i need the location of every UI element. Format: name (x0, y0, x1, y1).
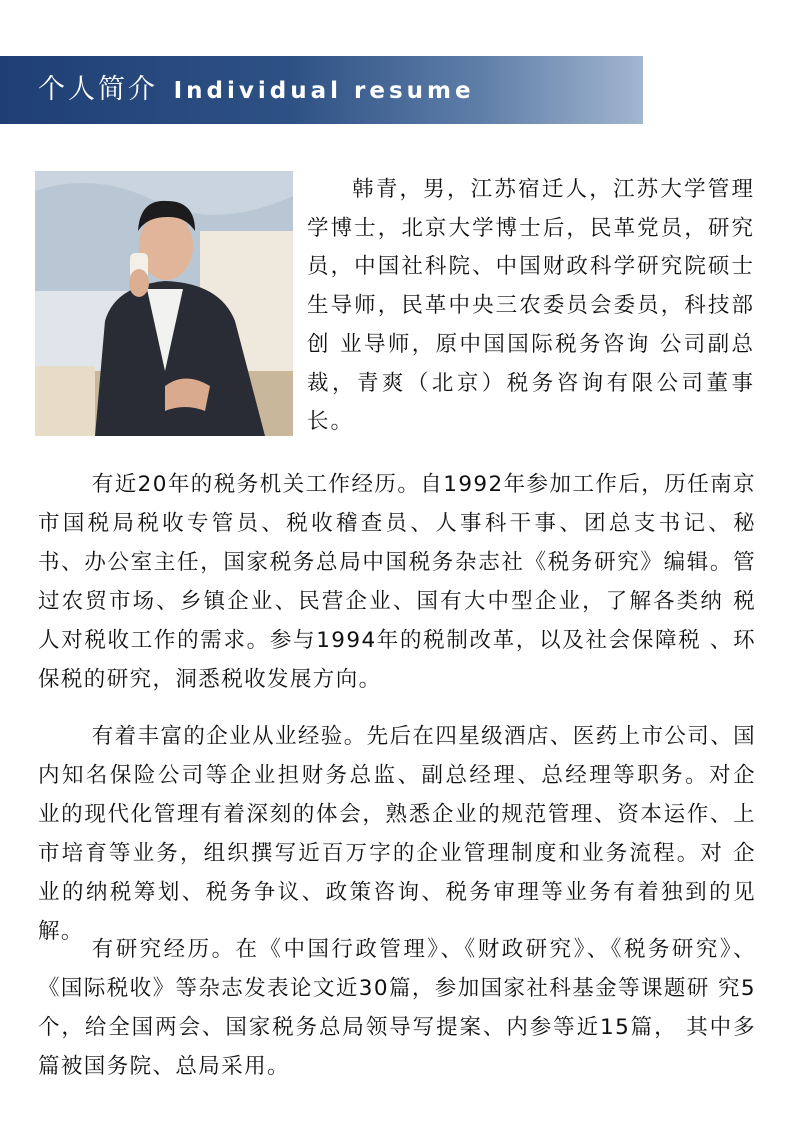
paragraph-research-experience: 有研究经历。在《中国行政管理》、《财政研究》、《税务研究》、《国际税收》等杂志发表论文近30篇，参加国家社科基金等课题研 究5个，给全国两会、国家税务总局领导写提案、内参等近15篇， 其中多篇被国务院、总局采用。 (38, 937, 756, 1079)
intro-text: 韩青，男，江苏宿迁人，江苏大学管理学博士，北京大学博士后，民革党员，研究员，中国社科院、中国财政科学研究院硕士生导师，民革中央三农委员会委员，科技部创 业导师，原中国国际税务咨询 公司副总裁，青爽（北京）税务咨询有限公司董事长。 (307, 177, 755, 435)
page-title (38, 56, 475, 124)
paragraph-enterprise-experience: 有着丰富的企业从业经验。先后在四星级酒店、医药上市公司、国 内知名保险公司等企业担财务总监、副总经理、总经理等职务。对企 业的现代化管理有着深刻的体会，熟悉企业的规范管理、资本运作、上市培育等业务，组织撰写近百万字的企业管理制度和业务流程。对 企业的纳税筹划、税务争议、政策咨询、税务审理等业务有着独到的见解。 (38, 724, 756, 944)
paragraph-tax-career: 有近20年的税务机关工作经历。自1992年参加工作后，历任南京市国税局税收专管员、税收稽查员、人事科干事、团总支书记、秘 书、办公室主任，国家税务总局中国税务杂志社《税务研究》编辑。管过农贸市场、乡镇企业、民营企业、国有大中型企业，了解各类纳 税人对税收工作的需求。参与1994年的税制改革，以及社会保障税 、环保税的研究，洞悉税收发展方向。 (38, 472, 756, 692)
title-cn: 个人简介 (38, 74, 158, 105)
portrait-photo (35, 171, 293, 436)
title-en: Individual resume (173, 78, 475, 104)
